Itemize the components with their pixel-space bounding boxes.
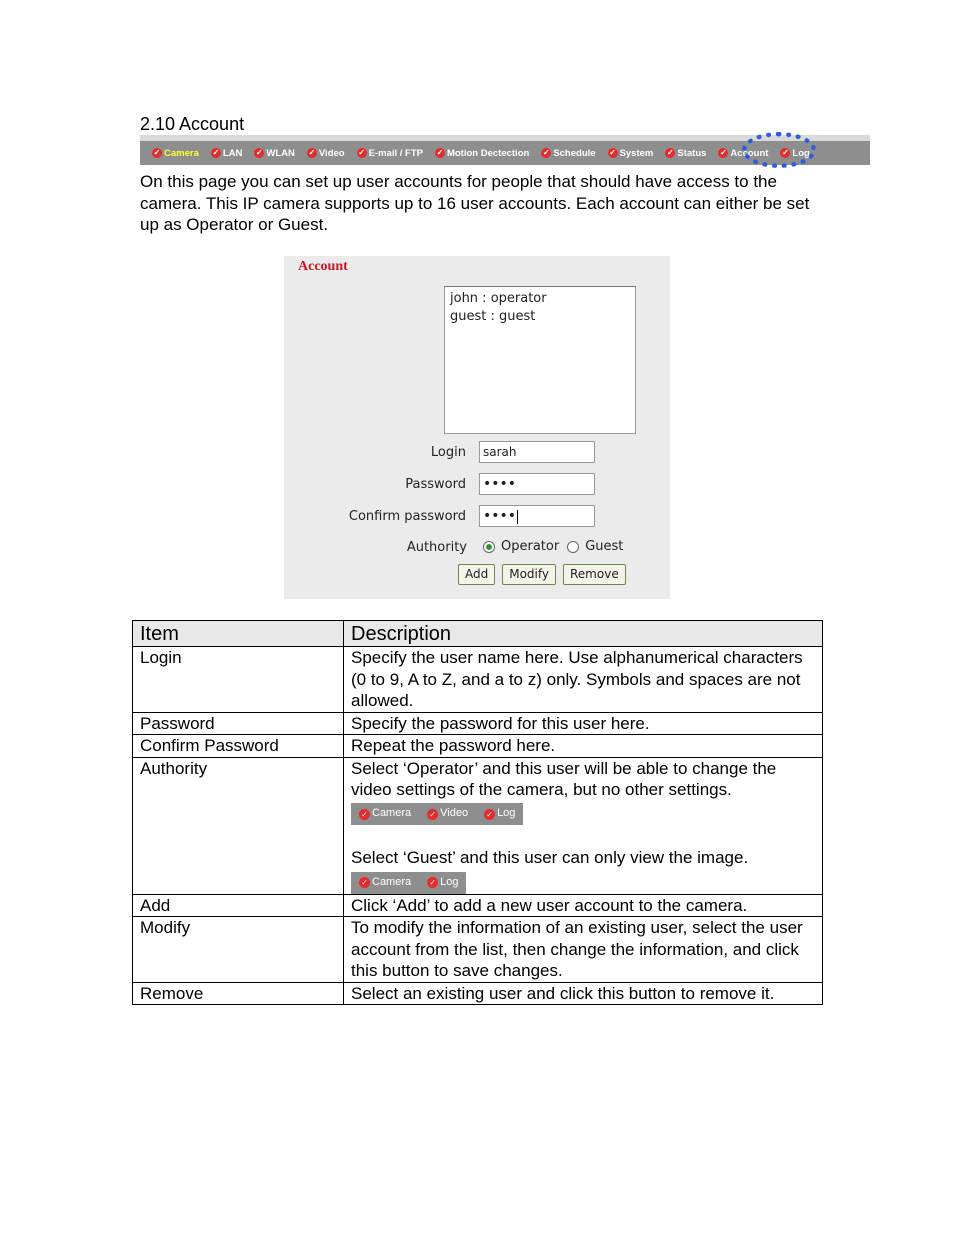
nav-item-motion-detection[interactable]: ✓ Motion Dectection (436, 147, 530, 159)
account-settings-panel (284, 256, 670, 599)
check-icon: ✓ (358, 148, 365, 157)
check-icon: ✓ (427, 809, 438, 820)
nav-item-video[interactable]: ✓ Video (308, 147, 345, 159)
guest-menu-bar (351, 872, 466, 894)
intro-paragraph: On this page you can set up user accounts for people that should have access to the camera. This IP camera supports up to 16 user accounts. Each account can either be set up as Operator or Guest. (140, 172, 810, 234)
check-icon: ✓ (484, 809, 495, 820)
check-icon: ✓ (720, 148, 727, 157)
mini-item-log: ✓ Log (484, 803, 515, 825)
authority-label: Authority (406, 540, 467, 555)
row-item: Modify (133, 917, 344, 983)
password-value: •••• (483, 476, 517, 492)
password-input[interactable] (479, 473, 595, 495)
text-caret (517, 510, 518, 524)
confirm-password-input[interactable] (479, 505, 595, 527)
table-header-row (133, 621, 823, 647)
login-input[interactable] (479, 441, 595, 463)
nav-item-status[interactable]: ✓ Status (667, 147, 707, 159)
row-description: Repeat the password here. (344, 735, 823, 758)
panel-title: Account (298, 259, 348, 274)
guest-radio-label: Guest (585, 539, 624, 554)
section-heading: 2.10 Account (140, 114, 245, 134)
nav-item-lan[interactable]: ✓ LAN (212, 147, 243, 159)
check-icon: ✓ (427, 877, 438, 888)
row-description: To modify the information of an existing user, select the user account from the list, then change the information, and click this button to save changes. (344, 917, 823, 983)
row-description: Specify the password for this user here. (344, 712, 823, 735)
check-icon: ✓ (609, 148, 616, 157)
row-description: Select an existing user and click this button to remove it. (344, 982, 823, 1005)
nav-item-account[interactable]: ✓ Account (720, 147, 769, 159)
row-item: Authority (133, 757, 344, 894)
confirm-password-label: Confirm password (348, 509, 466, 524)
authority-radio-group (483, 539, 623, 554)
table-row (133, 894, 823, 917)
user-list-item[interactable]: john : operator (450, 291, 547, 306)
add-button[interactable]: Add (458, 564, 495, 585)
login-label: Login (430, 445, 466, 460)
row-description: Click ‘Add’ to add a new user account to the camera. (344, 894, 823, 917)
operator-menu-bar (351, 803, 523, 825)
mini-item-video: ✓ Video (427, 803, 468, 825)
mini-item-camera: ✓ Camera (359, 872, 411, 894)
description-table (132, 620, 823, 1005)
mini-item-log: ✓ Log (427, 872, 458, 894)
check-icon: ✓ (153, 148, 161, 157)
account-highlight-circle (742, 132, 816, 168)
check-icon: ✓ (667, 148, 674, 157)
table-row (133, 712, 823, 735)
header-description: Description (344, 621, 823, 647)
user-list-item[interactable]: guest : guest (450, 309, 536, 324)
table-row (133, 647, 823, 713)
check-icon: ✓ (359, 877, 370, 888)
nav-item-schedule[interactable]: ✓ Schedule (542, 147, 596, 159)
header-item: Item (133, 621, 344, 647)
check-icon: ✓ (212, 148, 220, 157)
modify-button[interactable]: Modify (502, 564, 556, 585)
confirm-password-value: •••• (483, 508, 517, 524)
remove-button[interactable]: Remove (563, 564, 626, 585)
check-icon: ✓ (359, 809, 370, 820)
nav-item-system[interactable]: ✓ System (609, 147, 654, 159)
row-description (344, 757, 823, 894)
check-icon: ✓ (256, 148, 263, 157)
operator-radio-label: Operator (501, 539, 560, 554)
user-account-list[interactable] (444, 286, 636, 434)
check-icon: ✓ (542, 148, 550, 157)
nav-item-email-ftp[interactable]: ✓ E-mail / FTP (358, 147, 423, 159)
authority-guest-text: Select ‘Guest’ and this user can only view the image. (351, 848, 749, 867)
login-value: sarah (483, 445, 517, 459)
row-item: Confirm Password (133, 735, 344, 758)
check-icon: ✓ (436, 148, 444, 157)
row-item: Remove (133, 982, 344, 1005)
table-row (133, 917, 823, 983)
guest-radio[interactable] (567, 541, 579, 553)
check-icon: ✓ (782, 148, 789, 157)
nav-item-camera[interactable]: ✓ Camera (153, 147, 199, 159)
account-button-row (458, 564, 633, 585)
operator-radio[interactable] (483, 541, 495, 553)
nav-item-log[interactable]: ✓ Log (782, 147, 810, 159)
row-item: Login (133, 647, 344, 713)
table-row (133, 757, 823, 894)
row-description: Specify the user name here. Use alphanumerical characters (0 to 9, A to Z, and a to z) only. Symbols and spaces are not allowed. (344, 647, 823, 713)
authority-operator-text: Select ‘Operator’ and this user will be able to change the video settings of the camera, but no other settings. (351, 758, 777, 799)
row-item: Password (133, 712, 344, 735)
table-row (133, 982, 823, 1005)
table-row (133, 735, 823, 758)
password-label: Password (405, 477, 466, 492)
mini-item-camera: ✓ Camera (359, 803, 411, 825)
check-icon: ✓ (308, 148, 316, 157)
row-item: Add (133, 894, 344, 917)
nav-item-wlan[interactable]: ✓ WLAN (256, 147, 295, 159)
